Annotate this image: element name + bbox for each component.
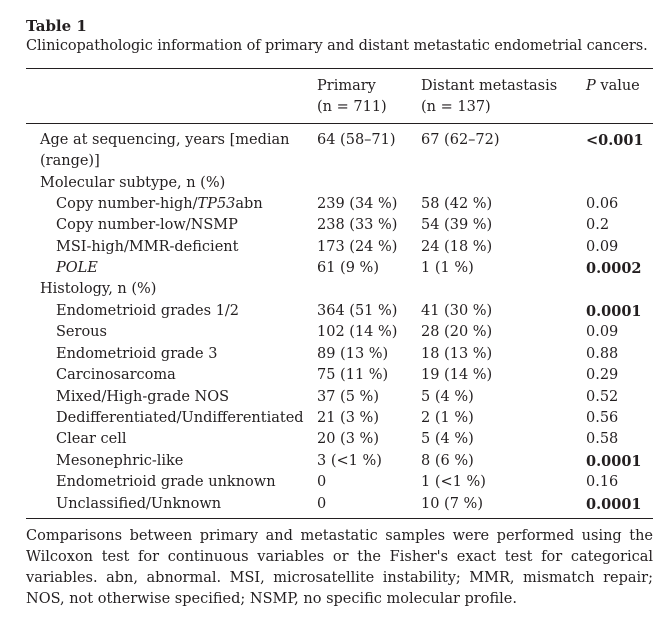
row-label: Age at sequencing, years [median <box>40 132 290 148</box>
table-row <box>26 322 653 343</box>
metastasis-value: 28 (20 %) <box>421 324 493 341</box>
row-label: Unclassified/Unknown <box>56 495 222 512</box>
metastasis-value: 24 (18 %) <box>421 238 493 255</box>
label-text: Copy number-high/ <box>56 196 198 212</box>
primary-value: 37 (5 %) <box>317 388 379 405</box>
table-row <box>26 258 653 279</box>
table-footnote: Comparisons between primary and metastatic samples were performed using the Wilcoxon test for continuous variables or the Fisher's exact test for categorical variables. abn, abnormal. MSI, microsatellite instability; MMR, mismatch repair; NOS, not otherwise specified; NSMP, no specific molecular profile. <box>26 528 653 607</box>
p-value: 0.09 <box>586 238 619 255</box>
p-value: 0.29 <box>586 367 619 384</box>
p-value: 0.0001 <box>586 495 642 513</box>
primary-value: 0 <box>317 474 327 491</box>
primary-value: 102 (14 %) <box>317 324 398 341</box>
row-label <box>56 194 263 215</box>
table-row-age <box>26 130 653 151</box>
table-row-age-cont <box>26 151 653 172</box>
header-metastasis-n: (n = 137) <box>421 99 491 115</box>
metastasis-value: 58 (42 %) <box>421 196 493 212</box>
row-label <box>56 237 238 258</box>
metastasis-value: 2 (1 %) <box>421 410 474 426</box>
label-text: Copy number-low/NSMP <box>56 217 238 234</box>
primary-value: 239 (34 %) <box>317 196 398 212</box>
p-value: 0.56 <box>586 410 619 426</box>
table-row <box>26 451 653 472</box>
label-italic: POLE <box>56 259 98 276</box>
p-value: <0.001 <box>586 132 644 149</box>
label-italic: TP53 <box>197 196 236 212</box>
row-label: Endometrioid grade unknown <box>56 474 276 491</box>
metastasis-value: 5 (4 %) <box>421 388 474 405</box>
primary-value: 238 (33 %) <box>317 217 398 234</box>
table-row <box>26 301 653 322</box>
primary-value: 61 (9 %) <box>317 259 379 276</box>
p-value: 0.16 <box>586 474 619 491</box>
header-rule <box>26 123 653 124</box>
row-label <box>56 258 98 279</box>
p-value: 0.52 <box>586 388 619 405</box>
row-label: Endometrioid grade 3 <box>56 345 218 362</box>
p-value: 0.09 <box>586 324 619 341</box>
primary-value: 0 <box>317 495 327 512</box>
p-value: 0.06 <box>586 196 619 212</box>
header-primary-n: (n = 711) <box>317 99 387 115</box>
primary-value: 173 (24 %) <box>317 238 398 255</box>
table-container <box>26 16 653 607</box>
p-value: 0.58 <box>586 431 619 448</box>
row-label-cont: (range)] <box>40 153 100 169</box>
bottom-rule <box>26 518 653 519</box>
header-metastasis: Distant metastasis <box>421 78 558 94</box>
row-label: Mixed/High-grade NOS <box>56 388 230 405</box>
metastasis-value: 41 (30 %) <box>421 303 493 319</box>
table-row <box>26 429 653 450</box>
table-row <box>26 194 653 215</box>
row-label: Clear cell <box>56 431 127 448</box>
table-row <box>26 215 653 236</box>
row-label: Endometrioid grades 1/2 <box>56 303 240 319</box>
primary-value: 20 (3 %) <box>317 431 379 448</box>
label-text: MSI-high/MMR-deficient <box>56 238 239 255</box>
primary-value: 3 (<1 %) <box>317 452 382 469</box>
header-p-value <box>586 76 640 97</box>
row-label: Carcinosarcoma <box>56 367 176 384</box>
p-value: 0.2 <box>586 217 610 234</box>
metastasis-value: 18 (13 %) <box>421 345 493 362</box>
primary-value: 364 (51 %) <box>317 303 398 319</box>
table-row <box>26 387 653 408</box>
table-row <box>26 237 653 258</box>
section-molecular <box>26 173 653 194</box>
metastasis-value: 1 (<1 %) <box>421 474 486 491</box>
row-label: Serous <box>56 324 107 341</box>
metastasis-value: 54 (39 %) <box>421 217 493 234</box>
primary-value: 21 (3 %) <box>317 410 379 426</box>
header-primary: Primary <box>317 78 376 94</box>
table-row <box>26 494 653 515</box>
primary-value: 89 (13 %) <box>317 345 389 362</box>
table-row <box>26 408 653 429</box>
p-value: 0.88 <box>586 345 619 362</box>
p-value: 0.0001 <box>586 452 642 470</box>
label-suffix: abn <box>235 196 263 212</box>
metastasis-value: 1 (1 %) <box>421 259 474 276</box>
header-p-italic: P <box>586 78 596 94</box>
header-p-rest: value <box>595 78 640 94</box>
metastasis-value: 8 (6 %) <box>421 452 474 469</box>
metastasis-value: 67 (62–72) <box>421 132 500 148</box>
table-title: Table 1 <box>26 17 87 35</box>
table-row <box>26 344 653 365</box>
row-label: Dedifferentiated/Undifferentiated <box>56 410 304 426</box>
section-label: Histology, n (%) <box>40 281 157 297</box>
table-caption: Clinicopathologic information of primary and distant metastatic endometrial cancers. <box>26 38 648 54</box>
table-row <box>26 472 653 493</box>
primary-value: 64 (58–71) <box>317 132 396 148</box>
row-label: Mesonephric-like <box>56 452 184 469</box>
metastasis-value: 5 (4 %) <box>421 431 474 448</box>
metastasis-value: 19 (14 %) <box>421 367 493 384</box>
top-rule <box>26 68 653 69</box>
primary-value: 75 (11 %) <box>317 367 389 384</box>
metastasis-value: 10 (7 %) <box>421 495 483 512</box>
table-row <box>26 365 653 386</box>
section-label: Molecular subtype, n (%) <box>40 175 226 191</box>
p-value: 0.0002 <box>586 259 642 277</box>
p-value: 0.0001 <box>586 303 642 320</box>
section-histology <box>26 279 653 300</box>
row-label <box>56 215 238 236</box>
